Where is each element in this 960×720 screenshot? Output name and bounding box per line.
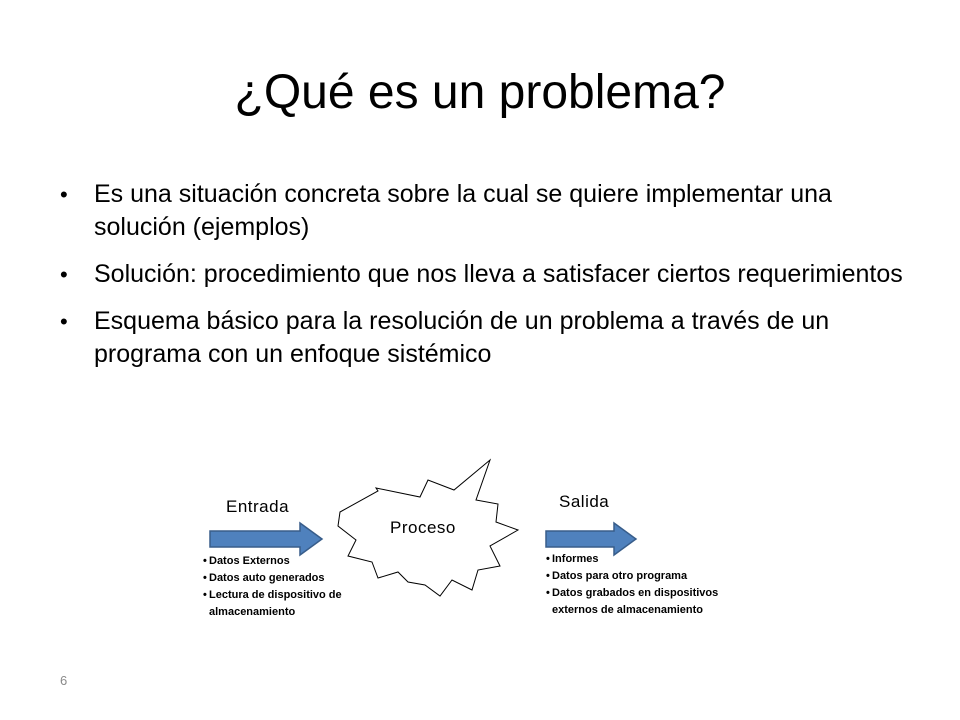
input-arrow	[210, 523, 322, 555]
output-item	[546, 568, 721, 585]
sub-bullet-marker: •	[203, 589, 207, 601]
bullet-marker: •	[60, 309, 68, 334]
bullet-marker: •	[60, 182, 68, 207]
input-item	[203, 587, 373, 621]
bullet-text: Solución: procedimiento que nos lleva a satisfacer ciertos requerimientos	[94, 260, 903, 288]
sub-bullet-marker: •	[203, 572, 207, 584]
input-item-text: Lectura de dispositivo de almacenamiento	[209, 589, 342, 618]
input-item	[203, 553, 373, 570]
page-number: 6	[60, 673, 68, 688]
output-label: Salida	[559, 492, 610, 511]
sub-bullet-marker: •	[546, 570, 550, 582]
bullet-marker: •	[60, 262, 68, 287]
process-label: Proceso	[390, 518, 456, 537]
output-item-text: Datos grabados en dispositivos externos de almacenamiento	[552, 587, 719, 616]
output-item-text: Datos para otro programa	[552, 570, 688, 582]
input-item-text: Datos Externos	[209, 555, 290, 567]
output-item	[546, 551, 721, 568]
sub-bullet-marker: •	[546, 587, 550, 599]
slide-title: ¿Qué es un problema?	[234, 66, 726, 119]
input-items	[203, 553, 373, 621]
input-label: Entrada	[226, 497, 290, 516]
output-item-text: Informes	[552, 553, 599, 565]
sub-bullet-marker: •	[546, 553, 550, 565]
output-item	[546, 585, 721, 619]
output-items	[546, 551, 721, 619]
bullet-text: Es una situación concreta sobre la cual se quiere implementar una solución (ejemplos)	[94, 180, 832, 241]
bullet-text: Esquema básico para la resolución de un problema a través de un programa con un enfoque sistémico	[94, 307, 830, 368]
input-item-text: Datos auto generados	[209, 572, 325, 584]
input-item	[203, 570, 373, 587]
sub-bullet-marker: •	[203, 555, 207, 567]
